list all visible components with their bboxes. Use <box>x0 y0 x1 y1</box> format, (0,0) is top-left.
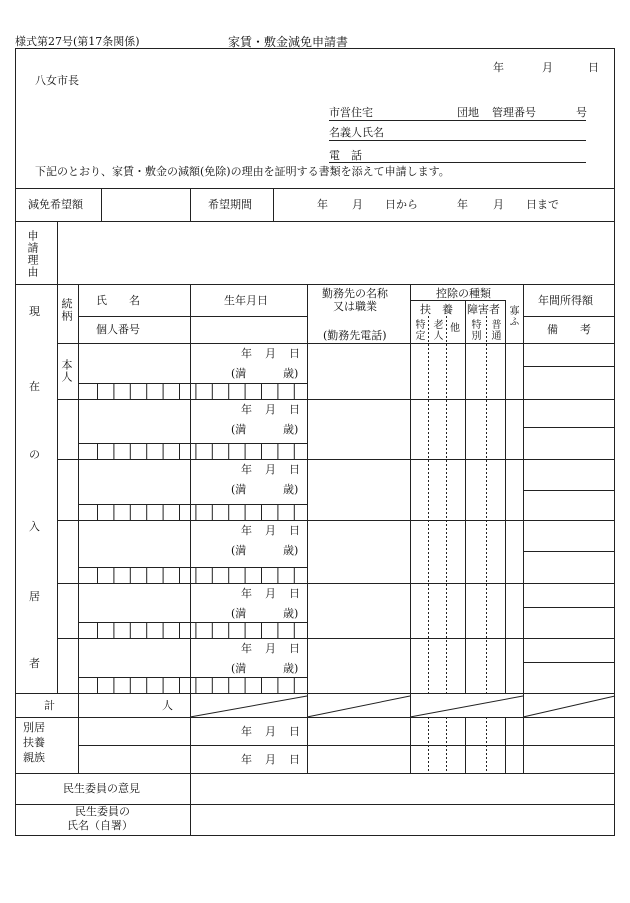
sep2-d: 日 <box>289 753 300 766</box>
birth-row-3-part-1: 年 <box>241 463 252 476</box>
section-char-3: の <box>29 448 40 461</box>
sep-label-3: 親族 <box>23 751 45 764</box>
phone-label: 電 話 <box>329 149 362 162</box>
addressee: 八女市長 <box>35 74 79 87</box>
to-year: 年 <box>457 198 468 211</box>
fuyo-label: 扶 養 <box>420 303 453 316</box>
rojin-label: 老人 <box>431 319 442 341</box>
minsei-name-label-2: 氏名（自署） <box>67 819 133 832</box>
birth-row-1-part-1: 年 <box>241 347 252 360</box>
minsei-opinion-label: 民生委員の意見 <box>63 782 140 795</box>
hoka-label: 他 <box>450 323 460 334</box>
resident-name-label: 氏 名 <box>96 294 140 307</box>
amount-label: 減免希望額 <box>28 198 83 211</box>
birth-row-1-part-2: 月 <box>265 347 276 360</box>
futsu-label: 普通 <box>489 319 500 341</box>
birth-row-3-part-3: 日 <box>289 463 300 476</box>
birth-row-5-part-5: 歳) <box>283 607 299 620</box>
mynumber-label: 個人番号 <box>96 323 140 336</box>
birth-row-6-part-3: 日 <box>289 642 300 655</box>
from-month: 月 <box>352 198 363 211</box>
birth-row-2-part-4: (満 <box>231 423 247 436</box>
total-unit: 人 <box>162 699 173 712</box>
go-label: 号 <box>576 106 587 119</box>
birth-row-4-part-5: 歳) <box>283 544 299 557</box>
birth-row-2-part-2: 月 <box>265 403 276 416</box>
birth-row-4-part-1: 年 <box>241 524 252 537</box>
section-char-1: 現 <box>29 305 40 318</box>
birth-row-6-part-2: 月 <box>265 642 276 655</box>
from-year: 年 <box>317 198 328 211</box>
work-label-1: 勤務先の名称 <box>322 287 388 300</box>
relation-label: 続柄 <box>60 298 73 322</box>
birth-row-6-part-1: 年 <box>241 642 252 655</box>
first-relation: 本人 <box>60 359 73 383</box>
birth-row-2-part-5: 歳) <box>283 423 299 436</box>
section-char-6: 者 <box>29 657 40 670</box>
birth-row-1-part-4: (満 <box>231 367 247 380</box>
birth-row-6-part-4: (満 <box>231 662 247 675</box>
sep-label-2: 扶養 <box>23 736 45 749</box>
birth-row-5-part-1: 年 <box>241 587 252 600</box>
sep2-y: 年 <box>241 753 252 766</box>
sep1-m: 月 <box>265 725 276 738</box>
birth-row-6-part-5: 歳) <box>283 662 299 675</box>
total-label: 計 <box>44 699 55 712</box>
birth-row-2-part-1: 年 <box>241 403 252 416</box>
birth-row-5-part-3: 日 <box>289 587 300 600</box>
birth-row-3-part-4: (満 <box>231 483 247 496</box>
danchi-label: 団地 <box>457 106 479 119</box>
birth-row-1-part-5: 歳) <box>283 367 299 380</box>
mgmt-label: 管理番号 <box>492 106 536 119</box>
housing-label: 市営住宅 <box>329 106 373 119</box>
birth-row-4-part-3: 日 <box>289 524 300 537</box>
section-char-2: 在 <box>29 380 40 393</box>
tokutei-label: 特定 <box>413 319 424 341</box>
work-phone-label: (勤務先電話) <box>323 329 387 342</box>
birth-row-4-part-4: (満 <box>231 544 247 557</box>
statement: 下記のとおり、家賃・敷金の減額(免除)の理由を証明する書類を添えて申請します。 <box>35 165 450 178</box>
birth-row-5-part-2: 月 <box>265 587 276 600</box>
to-day: 日まで <box>526 198 559 211</box>
work-label-2: 又は職業 <box>333 300 377 313</box>
birth-row-2-part-3: 日 <box>289 403 300 416</box>
shogai-label: 障害者 <box>467 303 500 316</box>
sep-label-1: 別居 <box>23 721 45 734</box>
birth-row-5-part-4: (満 <box>231 607 247 620</box>
birth-row-1-part-3: 日 <box>289 347 300 360</box>
tokubetsu-label: 特別 <box>469 319 480 341</box>
deduction-label: 控除の種類 <box>436 287 491 300</box>
from-day: 日から <box>385 198 418 211</box>
section-char-5: 居 <box>29 590 40 603</box>
sep1-d: 日 <box>289 725 300 738</box>
birth-row-4-part-2: 月 <box>265 524 276 537</box>
sep1-y: 年 <box>241 725 252 738</box>
kafu-label: 寡ふ <box>507 305 518 327</box>
period-label: 希望期間 <box>208 198 252 211</box>
date-month: 月 <box>542 61 553 74</box>
form-title: 家賃・敷金減免申請書 <box>228 35 349 49</box>
to-month: 月 <box>493 198 504 211</box>
date-year: 年 <box>493 61 504 74</box>
name-label: 名義人氏名 <box>329 126 384 139</box>
birth-row-3-part-2: 月 <box>265 463 276 476</box>
note-label: 備 考 <box>547 323 591 336</box>
date-day: 日 <box>588 61 599 74</box>
birth-row-3-part-5: 歳) <box>283 483 299 496</box>
birth-label: 生年月日 <box>224 294 268 307</box>
minsei-name-label-1: 民生委員の <box>75 805 130 818</box>
form-number: 様式第27号(第17条関係) <box>15 35 140 48</box>
income-label: 年間所得額 <box>538 294 593 307</box>
reason-label: 申請理由 <box>26 230 39 278</box>
section-char-4: 入 <box>29 520 40 533</box>
sep2-m: 月 <box>265 753 276 766</box>
